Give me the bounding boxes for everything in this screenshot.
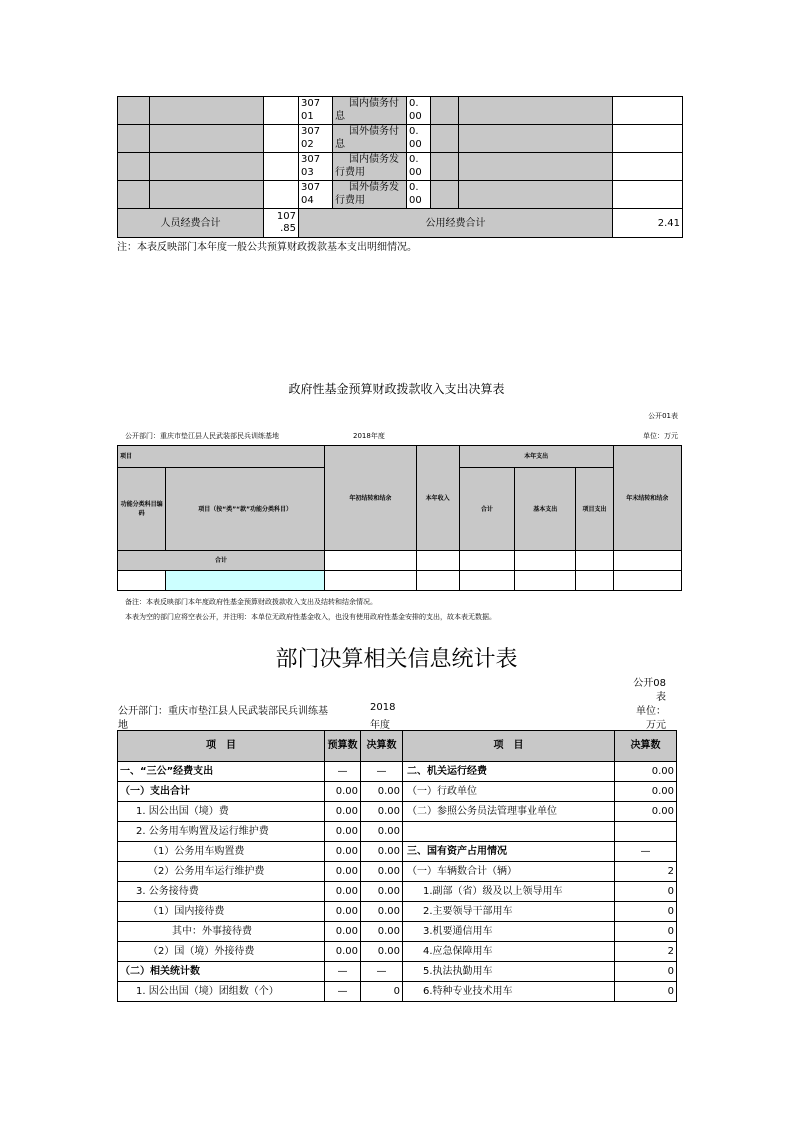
- gov-fund-header-project: 项目支出: [576, 468, 613, 551]
- gov-fund-cell: [459, 551, 514, 571]
- table3-form-no-2: 表: [656, 692, 666, 703]
- stats-right-item: 2.主要领导干部用车: [403, 902, 615, 922]
- stats-right-value: —: [615, 842, 677, 862]
- gov-fund-total-label: 合计: [118, 551, 325, 571]
- table-cell: [431, 125, 459, 153]
- table-cell: [118, 125, 150, 153]
- gov-fund-header-expense: 本年支出: [459, 446, 613, 468]
- stats-left-item: 1. 因公出国（境）团组数（个）: [118, 982, 325, 1002]
- gov-fund-header-basic: 基本支出: [515, 468, 576, 551]
- table3-unit-1: 单位：: [636, 706, 666, 717]
- personnel-total-label: 人员经费合计: [118, 209, 264, 238]
- amount-part: 0.: [409, 154, 419, 165]
- table3-dept-2: 地: [118, 720, 128, 731]
- table2-title: 政府性基金预算财政拨款收入支出决算表: [288, 382, 505, 396]
- amount-part: 0.: [409, 98, 419, 109]
- table2-note1: 备注：本表反映部门本年度政府性基金预算财政拨款收入支出及结转和结余情况。: [125, 598, 377, 606]
- personnel-total-value: [264, 209, 299, 238]
- table-cell: [264, 153, 299, 181]
- gov-fund-cell: [576, 571, 613, 591]
- table-row: [118, 822, 677, 842]
- stats-left-item: 3. 公务接待费: [118, 882, 325, 902]
- stats-header-item: 项 目: [118, 731, 325, 762]
- stats-final-value: 0.00: [361, 842, 403, 862]
- stats-right-item: 5.执法执勤用车: [403, 962, 615, 982]
- econ-name-part: 国外债务发: [349, 182, 399, 193]
- econ-name-part: 行费用: [335, 195, 365, 206]
- econ-name-part: 息: [335, 139, 345, 150]
- econ-name-part: 国外债务付: [349, 126, 399, 137]
- amount-part: 00: [409, 195, 422, 206]
- amount-part: 00: [409, 167, 422, 178]
- table-cell: [459, 153, 613, 181]
- econ-code-part: 04: [301, 195, 314, 206]
- stats-budget-value: 0.00: [325, 942, 361, 962]
- stats-left-item: （1）国内接待费: [118, 902, 325, 922]
- gov-fund-cell: [325, 571, 416, 591]
- table-row: [118, 862, 677, 882]
- table-cell: [264, 97, 299, 125]
- table-row: [118, 902, 677, 922]
- stats-final-value: 0.00: [361, 922, 403, 942]
- table2-year: 2018年度: [353, 432, 385, 440]
- table-row: [118, 842, 677, 862]
- table-cell: [150, 153, 264, 181]
- stats-final-value: 0.00: [361, 782, 403, 802]
- amount-part: 0.: [409, 182, 419, 193]
- table-row: [118, 97, 683, 125]
- gov-fund-cell: [613, 571, 681, 591]
- stats-left-item: 1. 因公出国（境）费: [118, 802, 325, 822]
- amount: [407, 181, 431, 209]
- stats-header-final: 决算数: [361, 731, 403, 762]
- gov-fund-header-end: 年末结转和结余: [613, 446, 681, 551]
- table-row: [118, 982, 677, 1002]
- gov-fund-cell-highlight: [166, 571, 325, 591]
- table2-dept: 公开部门：重庆市垫江县人民武装部民兵训练基地: [125, 432, 279, 440]
- basic-expenditure-table: [117, 96, 683, 238]
- table-cell: [264, 181, 299, 209]
- stats-right-item: 3.机要通信用车: [403, 922, 615, 942]
- stats-budget-value: 0.00: [325, 842, 361, 862]
- personnel-value-line1: 107: [276, 211, 296, 222]
- gov-fund-header-code: 功能分类科目编码: [118, 468, 166, 551]
- table-cell: [118, 181, 150, 209]
- stats-right-item: 三、国有资产占用情况: [403, 842, 615, 862]
- stats-budget-value: 0.00: [325, 822, 361, 842]
- econ-code-part: 307: [301, 98, 321, 109]
- stats-right-item: 二、机关运行经费: [403, 762, 615, 782]
- stats-budget-value: 0.00: [325, 802, 361, 822]
- gov-fund-header-begin: 年初结转和结余: [325, 446, 416, 551]
- stats-final-value: 0: [361, 982, 403, 1002]
- stats-header-item2: 项 目: [403, 731, 615, 762]
- stats-right-item: （一）行政单位: [403, 782, 615, 802]
- dept-stats-table: [117, 730, 677, 1002]
- gov-fund-header-item: 项目: [118, 446, 325, 468]
- stats-final-value: 0.00: [361, 802, 403, 822]
- gov-fund-cell: [416, 551, 459, 571]
- stats-right-value: 0.00: [615, 802, 677, 822]
- gov-fund-header-total: 合计: [459, 468, 514, 551]
- econ-code: [299, 97, 333, 125]
- table-row: [118, 782, 677, 802]
- table-cell: [431, 97, 459, 125]
- stats-left-item: （1）公务用车购置费: [118, 842, 325, 862]
- stats-right-value: 2: [615, 942, 677, 962]
- gov-fund-table: [117, 445, 682, 591]
- gov-fund-cell: [613, 551, 681, 571]
- public-total-value: 2.41: [613, 209, 683, 238]
- stats-budget-value: —: [325, 962, 361, 982]
- public-total-label: 公用经费合计: [299, 209, 613, 238]
- stats-left-item: （二）相关统计数: [118, 962, 325, 982]
- stats-right-item: 1.副部（省）级及以上领导用车: [403, 882, 615, 902]
- stats-final-value: —: [361, 962, 403, 982]
- table1-note: 注：本表反映部门本年度一般公共预算财政拨款基本支出明细情况。: [117, 242, 417, 253]
- econ-name-part: 行费用: [335, 167, 365, 178]
- stats-right-item: 6.特种专业技术用车: [403, 982, 615, 1002]
- econ-code: [299, 125, 333, 153]
- econ-name-part: 国内债务发: [349, 154, 399, 165]
- econ-code-part: 02: [301, 139, 314, 150]
- table2-form-no: 公开01表: [648, 412, 678, 420]
- table-cell: [150, 125, 264, 153]
- stats-final-value: 0.00: [361, 942, 403, 962]
- gov-fund-cell: [459, 571, 514, 591]
- stats-budget-value: 0.00: [325, 922, 361, 942]
- table-cell: [118, 153, 150, 181]
- stats-final-value: 0.00: [361, 822, 403, 842]
- table3-form-no-1: 公开08: [633, 678, 666, 689]
- econ-code-part: 307: [301, 126, 321, 137]
- stats-final-value: 0.00: [361, 902, 403, 922]
- stats-budget-value: 0.00: [325, 902, 361, 922]
- table3-title: 部门决算相关信息统计表: [275, 647, 518, 672]
- stats-right-value: 2: [615, 862, 677, 882]
- econ-code: [299, 181, 333, 209]
- table-row: [118, 942, 677, 962]
- table-row: [118, 882, 677, 902]
- stats-right-value: 0.00: [615, 762, 677, 782]
- table-cell: [613, 181, 683, 209]
- stats-final-value: —: [361, 762, 403, 782]
- stats-budget-value: 0.00: [325, 862, 361, 882]
- amount: [407, 153, 431, 181]
- stats-right-value: 0: [615, 982, 677, 1002]
- table2-note2: 本表为空的部门应将空表公开，并注明：本单位无政府性基金收入，也没有使用政府性基金安排的支出，故本表无数据。: [125, 613, 496, 621]
- table-cell: [150, 181, 264, 209]
- econ-name-part: 息: [335, 111, 345, 122]
- stats-right-item: 4.应急保障用车: [403, 942, 615, 962]
- table3-year-2: 年度: [370, 720, 390, 731]
- table-cell: [459, 125, 613, 153]
- table-row: [118, 802, 677, 822]
- stats-right-value: 0: [615, 882, 677, 902]
- stats-left-item: （一）支出合计: [118, 782, 325, 802]
- econ-code-part: 307: [301, 154, 321, 165]
- stats-right-value: 0: [615, 962, 677, 982]
- econ-code-part: 03: [301, 167, 314, 178]
- table-cell: [613, 153, 683, 181]
- gov-fund-cell: [325, 551, 416, 571]
- table-cell: [118, 97, 150, 125]
- table-cell: [613, 97, 683, 125]
- table-row: [118, 962, 677, 982]
- stats-header-budget: 预算数: [325, 731, 361, 762]
- stats-header-final2: 决算数: [615, 731, 677, 762]
- stats-budget-value: —: [325, 982, 361, 1002]
- stats-budget-value: —: [325, 762, 361, 782]
- gov-fund-cell: [576, 551, 613, 571]
- table-cell: [431, 153, 459, 181]
- stats-right-item: （二）参照公务员法管理事业单位: [403, 802, 615, 822]
- econ-name: [333, 153, 407, 181]
- amount-part: 0.: [409, 126, 419, 137]
- amount: [407, 97, 431, 125]
- amount-part: 00: [409, 139, 422, 150]
- gov-fund-cell: [118, 571, 166, 591]
- stats-right-item: （一）车辆数合计（辆）: [403, 862, 615, 882]
- gov-fund-cell: [515, 551, 576, 571]
- table-cell: [459, 181, 613, 209]
- stats-right-item: [403, 822, 615, 842]
- econ-name-part: 国内债务付: [349, 98, 399, 109]
- stats-right-value: 0.00: [615, 782, 677, 802]
- stats-budget-value: 0.00: [325, 782, 361, 802]
- table-cell: [613, 125, 683, 153]
- table3-unit-2: 万元: [646, 720, 666, 731]
- econ-name: [333, 181, 407, 209]
- stats-final-value: 0.00: [361, 882, 403, 902]
- stats-right-value: 0: [615, 902, 677, 922]
- table-cell: [459, 97, 613, 125]
- stats-right-value: 0: [615, 922, 677, 942]
- econ-name: [333, 125, 407, 153]
- econ-code-part: 307: [301, 182, 321, 193]
- table-cell: [431, 181, 459, 209]
- personnel-value-line2: .85: [280, 223, 296, 234]
- table-cell: [150, 97, 264, 125]
- stats-right-value: [615, 822, 677, 842]
- table-row: [118, 153, 683, 181]
- table3-dept-1: 公开部门：重庆市垫江县人民武装部民兵训练基: [118, 706, 328, 717]
- gov-fund-cell: [416, 571, 459, 591]
- gov-fund-cell: [515, 571, 576, 591]
- stats-left-item: （2）国（境）外接待费: [118, 942, 325, 962]
- stats-left-item: 其中：外事接待费: [118, 922, 325, 942]
- table-row: [118, 181, 683, 209]
- amount: [407, 125, 431, 153]
- table3-year-1: 2018: [370, 702, 396, 713]
- table-row: [118, 762, 677, 782]
- stats-left-item: 2. 公务用车购置及运行维护费: [118, 822, 325, 842]
- gov-fund-header-item-name: 项目（按“类”“款”功能分类科目）: [166, 468, 325, 551]
- econ-name: [333, 97, 407, 125]
- econ-code: [299, 153, 333, 181]
- econ-code-part: 01: [301, 111, 314, 122]
- table-row: [118, 922, 677, 942]
- table-row: [118, 125, 683, 153]
- amount-part: 00: [409, 111, 422, 122]
- table-cell: [264, 125, 299, 153]
- stats-left-item: （2）公务用车运行维护费: [118, 862, 325, 882]
- stats-final-value: 0.00: [361, 862, 403, 882]
- stats-budget-value: 0.00: [325, 882, 361, 902]
- gov-fund-header-income: 本年收入: [416, 446, 459, 551]
- stats-left-item: 一、“三公”经费支出: [118, 762, 325, 782]
- table2-unit: 单位：万元: [643, 432, 678, 440]
